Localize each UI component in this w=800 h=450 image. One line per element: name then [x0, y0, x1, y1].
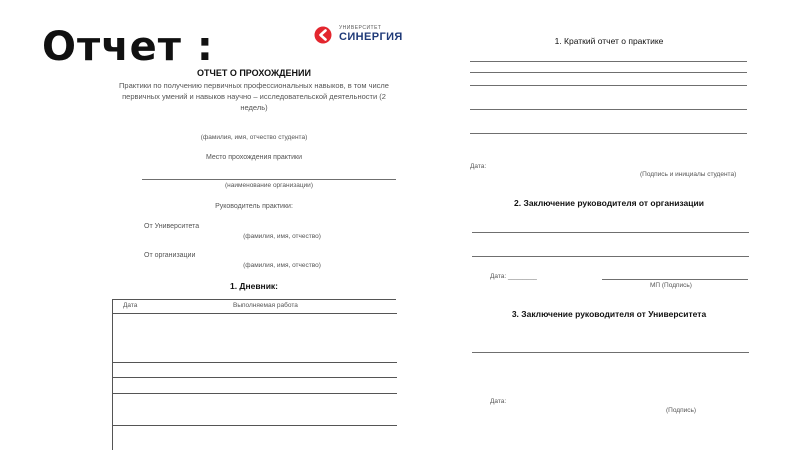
conclusion-line: [472, 352, 749, 353]
section-1-title: 1. Краткий отчет о практике: [554, 36, 664, 46]
diary-table: [112, 299, 396, 450]
table-row: [113, 425, 397, 426]
report-line: [470, 85, 747, 86]
supervisor-label: Руководитель практики:: [215, 203, 293, 210]
stamp-signature-caption: МП (Подпись): [650, 282, 692, 289]
section-3-title: 3. Заключение руководителя от Университета: [511, 309, 707, 319]
report-line: [470, 61, 747, 62]
organization-supervisor-caption: (фамилия, имя, отчество): [243, 262, 321, 269]
table-row: [113, 362, 397, 363]
report-line: [470, 133, 747, 134]
from-university-label: От Университета: [144, 223, 200, 230]
report-line: [470, 72, 747, 73]
diary-heading: 1. Дневник:: [229, 281, 279, 291]
place-label: Место прохождения практики: [206, 154, 302, 161]
signature-line: [602, 279, 748, 280]
table-row: [113, 393, 397, 394]
table-row: [113, 377, 397, 378]
from-organization-label: От организации: [144, 252, 196, 259]
report-content-page: [468, 30, 750, 430]
student-name-caption: (фамилия, имя, отчество студента): [200, 134, 308, 141]
conclusion-line: [472, 256, 749, 257]
conclusion-line: [472, 232, 749, 233]
logo-line-1: УНИВЕРСИТЕТ: [339, 25, 382, 31]
signature-caption: (Подпись): [666, 407, 697, 414]
slide-title: Отчет :: [42, 24, 214, 70]
university-supervisor-caption: (фамилия, имя, отчество): [243, 233, 321, 240]
diary-column-work: Выполняемая работа: [233, 302, 298, 309]
synergy-logo-icon: [314, 26, 332, 44]
diary-header-row: [113, 300, 397, 314]
report-title-page: [112, 60, 396, 450]
practice-description: Практики по получению первичных профессиональных навыков, в том числе первичных умений и навыков научно – исследовательской деятельности (2 недель): [119, 81, 389, 112]
diary-column-date: Дата: [123, 302, 138, 309]
date-label-1: Дата:: [470, 163, 487, 170]
report-heading: ОТЧЕТ О ПРОХОЖДЕНИИ: [197, 68, 311, 78]
report-line: [470, 109, 747, 110]
date-label-3: Дата:: [490, 398, 507, 405]
logo-line-2: СИНЕРГИЯ: [339, 31, 403, 43]
student-signature-caption: (Подпись и инициалы студента): [640, 171, 737, 178]
university-logo: [314, 24, 404, 46]
date-label-2: Дата: ________: [490, 273, 537, 280]
organization-line: [142, 179, 396, 180]
organization-caption: (наименование организации): [225, 182, 313, 189]
section-2-title: 2. Заключение руководителя от организации: [514, 198, 704, 208]
